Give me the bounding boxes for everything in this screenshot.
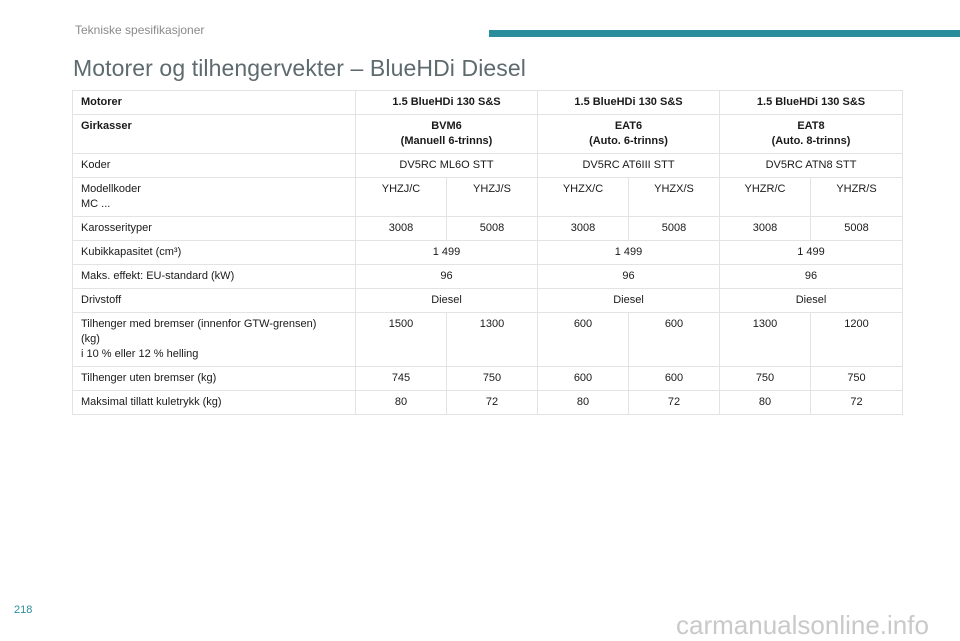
table-cell: 80 bbox=[356, 391, 447, 415]
table-cell: 750 bbox=[811, 367, 903, 391]
row-label: Kubikkapasitet (cm³) bbox=[73, 241, 356, 265]
row-label bbox=[73, 178, 356, 217]
table-cell: 3008 bbox=[538, 217, 629, 241]
table-cell: 80 bbox=[538, 391, 629, 415]
table-cell: YHZX/C bbox=[538, 178, 629, 217]
gearbox-code: EAT8 bbox=[797, 120, 825, 132]
table-row-kuletrykk bbox=[73, 391, 903, 415]
table-cell: Diesel bbox=[538, 289, 720, 313]
table-row-modellkoder bbox=[73, 178, 903, 217]
table-cell: 5008 bbox=[811, 217, 903, 241]
gearbox-code: EAT6 bbox=[614, 120, 643, 132]
section-header: Tekniske spesifikasjoner bbox=[75, 23, 205, 37]
table-cell: 72 bbox=[811, 391, 903, 415]
table-row-karosserityper bbox=[73, 217, 903, 241]
table-cell: 72 bbox=[447, 391, 538, 415]
table-cell: 96 bbox=[356, 265, 538, 289]
table-cell: 5008 bbox=[629, 217, 720, 241]
row-label: Koder bbox=[73, 154, 356, 178]
row-label-line: i 10 % eller 12 % helling bbox=[81, 348, 199, 360]
table-row-tilhenger-bremser bbox=[73, 313, 903, 367]
table-cell: 1 499 bbox=[356, 241, 538, 265]
table-cell: 1.5 BlueHDi 130 S&S bbox=[356, 91, 538, 115]
table-row-kubikkapasitet bbox=[73, 241, 903, 265]
spec-table bbox=[72, 90, 903, 415]
table-cell bbox=[356, 115, 538, 154]
table-cell: 1300 bbox=[720, 313, 811, 367]
table-row-motorer bbox=[73, 91, 903, 115]
table-cell: YHZR/C bbox=[720, 178, 811, 217]
table-cell: DV5RC ATN8 STT bbox=[720, 154, 903, 178]
table-cell: YHZX/S bbox=[629, 178, 720, 217]
row-label: Drivstoff bbox=[73, 289, 356, 313]
row-label-line: Tilhenger med bremser (innenfor GTW-grensen) bbox=[81, 318, 317, 330]
table-cell: 750 bbox=[447, 367, 538, 391]
row-label bbox=[73, 313, 356, 367]
table-cell: 5008 bbox=[447, 217, 538, 241]
table-cell: 600 bbox=[629, 367, 720, 391]
table-cell: 1 499 bbox=[538, 241, 720, 265]
table-cell: 600 bbox=[629, 313, 720, 367]
table-row-girkasser bbox=[73, 115, 903, 154]
table-cell: DV5RC ML6O STT bbox=[356, 154, 538, 178]
table-cell: 72 bbox=[629, 391, 720, 415]
table-cell: Diesel bbox=[720, 289, 903, 313]
gearbox-desc: (Auto. 6-trinns) bbox=[589, 135, 668, 147]
row-label-line: MC ... bbox=[81, 198, 111, 210]
header-accent-bar bbox=[489, 30, 960, 37]
table-cell: 600 bbox=[538, 367, 629, 391]
table-cell: 1500 bbox=[356, 313, 447, 367]
table-cell: 600 bbox=[538, 313, 629, 367]
table-cell: 1300 bbox=[447, 313, 538, 367]
table-cell bbox=[538, 115, 720, 154]
table-cell: 1200 bbox=[811, 313, 903, 367]
gearbox-desc: (Auto. 8-trinns) bbox=[771, 135, 851, 147]
row-label: Tilhenger uten bremser (kg) bbox=[73, 367, 356, 391]
table-cell: YHZJ/S bbox=[447, 178, 538, 217]
gearbox-code: BVM6 bbox=[431, 120, 462, 132]
table-cell: 3008 bbox=[356, 217, 447, 241]
table-cell: 750 bbox=[720, 367, 811, 391]
table-cell: Diesel bbox=[356, 289, 538, 313]
table-cell: YHZJ/C bbox=[356, 178, 447, 217]
table-row-effekt bbox=[73, 265, 903, 289]
gearbox-desc: (Manuell 6-trinns) bbox=[400, 135, 493, 147]
table-cell: DV5RC AT6III STT bbox=[538, 154, 720, 178]
table-row-koder bbox=[73, 154, 903, 178]
table-cell: 96 bbox=[538, 265, 720, 289]
row-label: Karosserityper bbox=[73, 217, 356, 241]
row-label-line: (kg) bbox=[81, 333, 100, 345]
row-label-line: Modellkoder bbox=[81, 183, 141, 195]
table-row-tilhenger-uten bbox=[73, 367, 903, 391]
row-label: Maks. effekt: EU-standard (kW) bbox=[73, 265, 356, 289]
table-cell: 3008 bbox=[720, 217, 811, 241]
table-row-drivstoff bbox=[73, 289, 903, 313]
row-label: Girkasser bbox=[73, 115, 356, 154]
row-label: Motorer bbox=[73, 91, 356, 115]
table-cell: 1.5 BlueHDi 130 S&S bbox=[720, 91, 903, 115]
table-cell: YHZR/S bbox=[811, 178, 903, 217]
page-title: Motorer og tilhengervekter – BlueHDi Diesel bbox=[73, 55, 527, 81]
table-cell: 80 bbox=[720, 391, 811, 415]
table-cell: 745 bbox=[356, 367, 447, 391]
row-label: Maksimal tillatt kuletrykk (kg) bbox=[73, 391, 356, 415]
table-cell: 1.5 BlueHDi 130 S&S bbox=[538, 91, 720, 115]
page-number: 218 bbox=[14, 604, 33, 616]
table-cell bbox=[720, 115, 903, 154]
watermark: carmanualsonline.info bbox=[676, 610, 929, 640]
table-cell: 96 bbox=[720, 265, 903, 289]
table-cell: 1 499 bbox=[720, 241, 903, 265]
